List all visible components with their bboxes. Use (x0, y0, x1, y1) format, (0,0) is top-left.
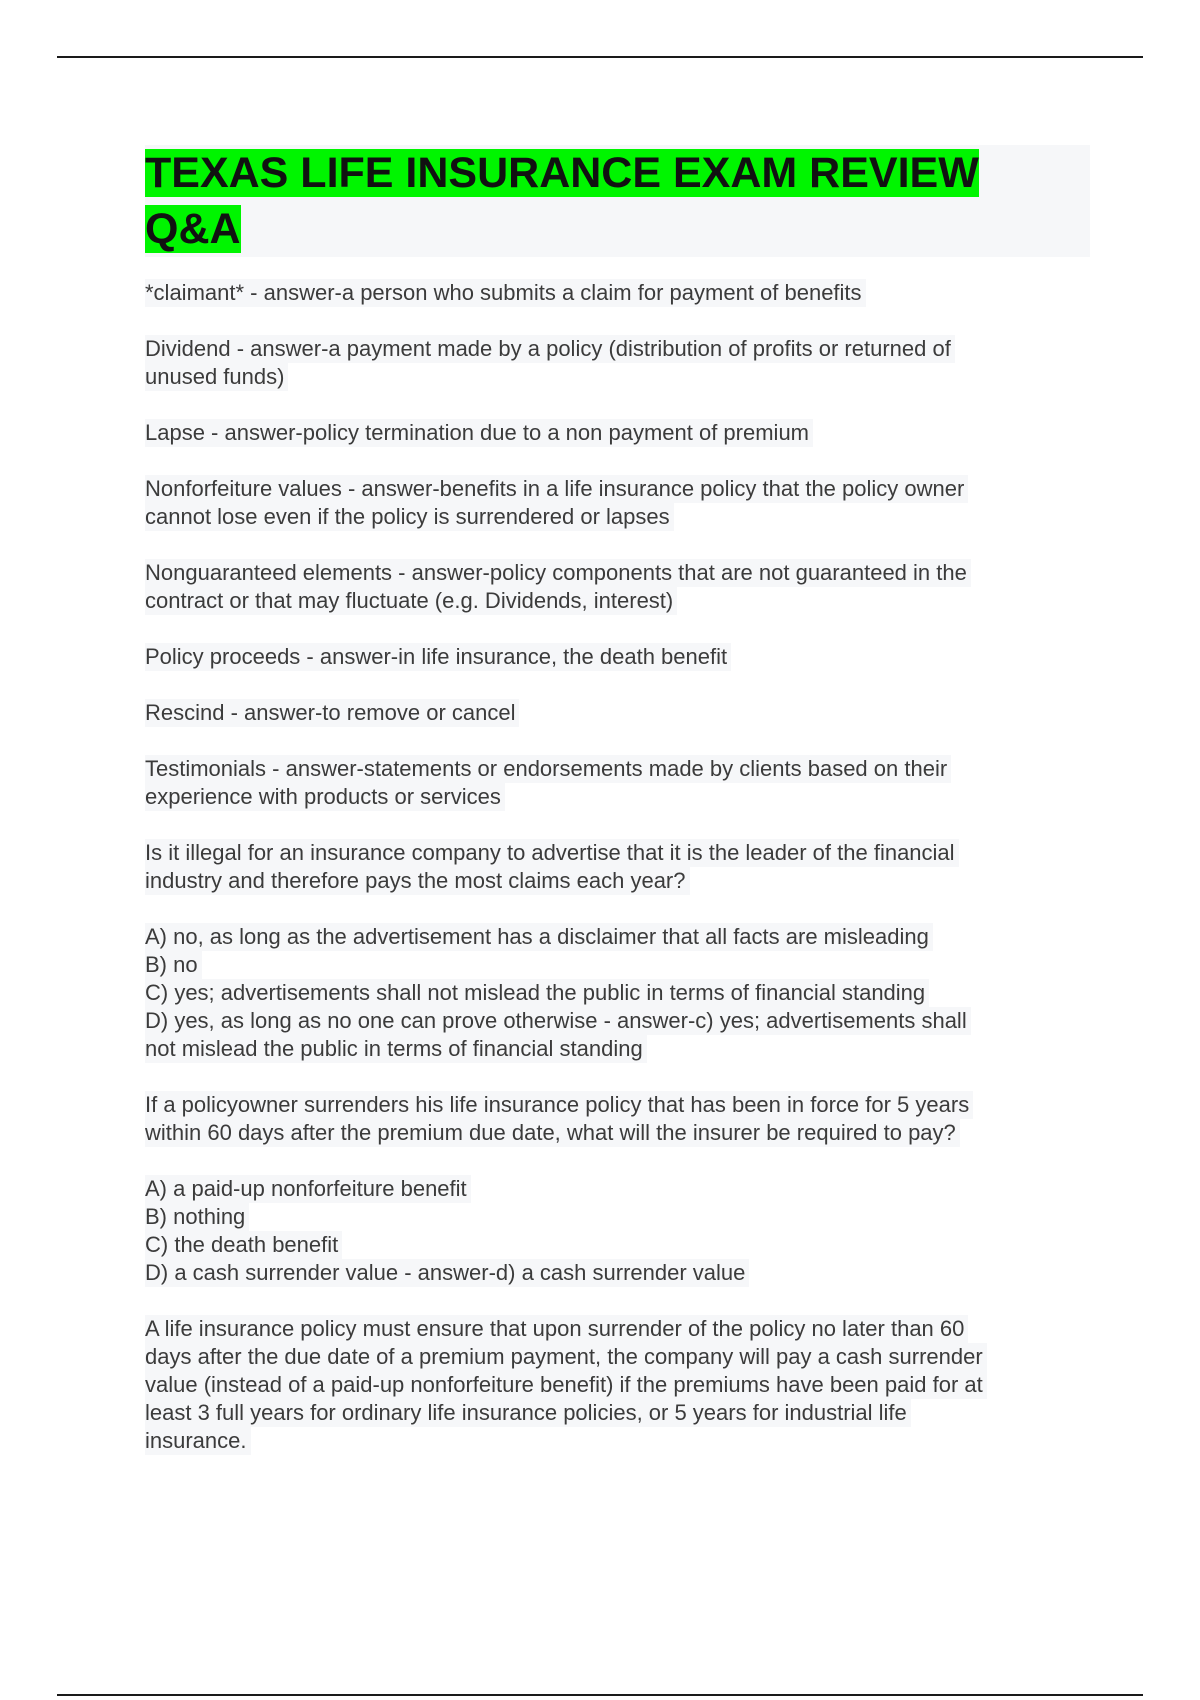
qa-entry (145, 335, 1090, 391)
qa-entry (145, 419, 1090, 447)
entry-text-line: not mislead the public in terms of financial standing (145, 1035, 647, 1063)
entry-text-line: B) no (145, 951, 202, 979)
qa-entry (145, 1315, 1090, 1455)
entry-text-line: Rescind - answer-to remove or cancel (145, 699, 519, 727)
document-body (145, 145, 1090, 1483)
qa-entry (145, 643, 1090, 671)
entry-text-line: within 60 days after the premium due date, what will the insurer be required to pay? (145, 1119, 960, 1147)
qa-entry (145, 559, 1090, 615)
entry-text-line: C) the death benefit (145, 1231, 342, 1259)
entry-text-line: cannot lose even if the policy is surrendered or lapses (145, 503, 674, 531)
page-title (145, 145, 1090, 257)
entry-text-line: days after the due date of a premium payment, the company will pay a cash surrender (145, 1343, 987, 1371)
title-line-1: TEXAS LIFE INSURANCE EXAM REVIEW (145, 149, 979, 197)
entry-text-line: Nonforfeiture values - answer-benefits in a life insurance policy that the policy owner (145, 475, 968, 503)
qa-list (145, 279, 1090, 1455)
entry-text-line: Nonguaranteed elements - answer-policy components that are not guaranteed in the (145, 559, 971, 587)
entry-text-line: C) yes; advertisements shall not mislead the public in terms of financial standing (145, 979, 929, 1007)
entry-text-line: experience with products or services (145, 783, 505, 811)
qa-entry (145, 755, 1090, 811)
entry-text-line: A life insurance policy must ensure that upon surrender of the policy no later than 60 (145, 1315, 968, 1343)
entry-text-line: least 3 full years for ordinary life insurance policies, or 5 years for industrial life (145, 1399, 911, 1427)
entry-text-line: unused funds) (145, 363, 288, 391)
entry-text-line: Lapse - answer-policy termination due to a non payment of premium (145, 419, 813, 447)
title-line-2: Q&A (145, 205, 241, 253)
entry-text-line: value (instead of a paid-up nonforfeiture benefit) if the premiums have been paid for at (145, 1371, 987, 1399)
entry-text-line: industry and therefore pays the most claims each year? (145, 867, 690, 895)
entry-text-line: A) a paid-up nonforfeiture benefit (145, 1175, 471, 1203)
qa-entry (145, 475, 1090, 531)
entry-text-line: insurance. (145, 1427, 251, 1455)
qa-entry (145, 839, 1090, 895)
entry-text-line: B) nothing (145, 1203, 249, 1231)
qa-entry (145, 279, 1090, 307)
qa-entry (145, 1091, 1090, 1147)
entry-text-line: Is it illegal for an insurance company to advertise that it is the leader of the financial (145, 839, 959, 867)
entry-text-line: *claimant* - answer-a person who submits a claim for payment of benefits (145, 279, 866, 307)
footer-rule (57, 1694, 1143, 1696)
qa-entry (145, 923, 1090, 1063)
entry-text-line: If a policyowner surrenders his life insurance policy that has been in force for 5 years (145, 1091, 973, 1119)
qa-entry (145, 1175, 1090, 1287)
entry-text-line: A) no, as long as the advertisement has a disclaimer that all facts are misleading (145, 923, 933, 951)
entry-text-line: contract or that may fluctuate (e.g. Dividends, interest) (145, 587, 677, 615)
entry-text-line: D) a cash surrender value - answer-d) a cash surrender value (145, 1259, 749, 1287)
entry-text-line: Dividend - answer-a payment made by a policy (distribution of profits or returned of (145, 335, 955, 363)
entry-text-line: D) yes, as long as no one can prove otherwise - answer-c) yes; advertisements shall (145, 1007, 971, 1035)
entry-text-line: Testimonials - answer-statements or endorsements made by clients based on their (145, 755, 951, 783)
entry-text-line: Policy proceeds - answer-in life insurance, the death benefit (145, 643, 731, 671)
qa-entry (145, 699, 1090, 727)
header-rule (57, 56, 1143, 58)
